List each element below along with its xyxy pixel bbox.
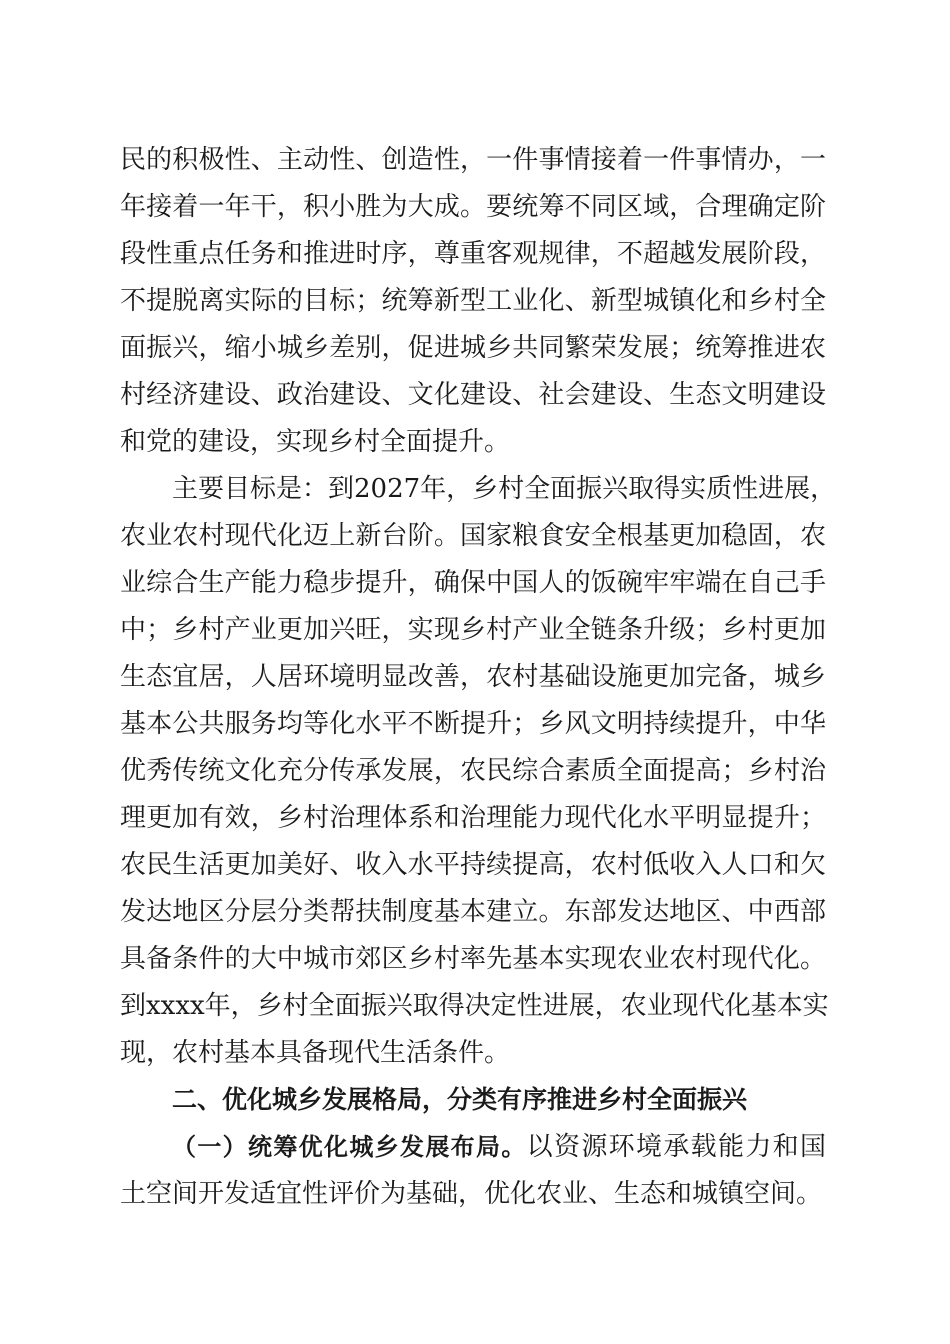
paragraph-2-line-5: 生态宜居，人居环境明显改善，农村基础设施更加完备，城乡 xyxy=(120,662,826,692)
paragraph-1-line-7: 和党的建设，实现乡村全面提升。 xyxy=(120,427,511,457)
paragraph-3-line-1 xyxy=(172,1128,826,1166)
paragraph-2-line-10: 发达地区分层分类帮扶制度基本建立。东部发达地区、中西部 xyxy=(120,897,826,927)
paragraph-1-line-1: 民的积极性、主动性、创造性，一件事情接着一件事情办，一 xyxy=(120,145,826,175)
paragraph-2-line-9: 农民生活更加美好、收入水平持续提高，农村低收入人口和欠 xyxy=(120,850,826,880)
paragraph-1-line-5: 面振兴，缩小城乡差别，促进城乡共同繁荣发展；统筹推进农 xyxy=(120,333,826,363)
paragraph-2-line-3: 业综合生产能力稳步提升，确保中国人的饭碗牢牢端在自己手 xyxy=(120,568,826,598)
paragraph-3-line-2: 土空间开发适宜性评价为基础，优化农业、生态和城镇空间。 xyxy=(120,1179,823,1209)
paragraph-1-line-3: 段性重点任务和推进时序，尊重客观规律，不超越发展阶段， xyxy=(120,239,826,269)
subsection-heading: （一）统筹优化城乡发展布局。 xyxy=(172,1133,527,1161)
paragraph-2-line-2: 农业农村现代化迈上新台阶。国家粮食安全根基更加稳固，农 xyxy=(120,521,826,551)
paragraph-2-line-12: 到xxxx年，乡村全面振兴取得决定性进展，农业现代化基本实 xyxy=(120,991,829,1021)
paragraph-2-line-6: 基本公共服务均等化水平不断提升；乡风文明持续提升，中华 xyxy=(120,709,826,739)
paragraph-2-line-7: 优秀传统文化充分传承发展，农民综合素质全面提高；乡村治 xyxy=(120,756,826,786)
paragraph-1-line-6: 村经济建设、政治建设、文化建设、社会建设、生态文明建设 xyxy=(120,380,826,410)
paragraph-1-line-4: 不提脱离实际的目标；统筹新型工业化、新型城镇化和乡村全 xyxy=(120,286,826,316)
paragraph-3-line-1-rest: 以资源环境承载能力和国 xyxy=(526,1132,826,1162)
paragraph-2-line-11: 具备条件的大中城市郊区乡村率先基本实现农业农村现代化。 xyxy=(120,944,826,974)
paragraph-2-line-8: 理更加有效，乡村治理体系和治理能力现代化水平明显提升； xyxy=(120,803,826,833)
section-heading: 二、优化城乡发展格局，分类有序推进乡村全面振兴 xyxy=(172,1085,748,1114)
paragraph-2-line-13: 现，农村基本具备现代生活条件。 xyxy=(120,1038,511,1068)
paragraph-2-line-4: 中；乡村产业更加兴旺，实现乡村产业全链条升级；乡村更加 xyxy=(120,615,826,645)
paragraph-1-line-2: 年接着一年干，积小胜为大成。要统筹不同区域，合理确定阶 xyxy=(120,192,826,222)
paragraph-2-line-1: 主要目标是：到2027年，乡村全面振兴取得实质性进展， xyxy=(172,474,837,504)
